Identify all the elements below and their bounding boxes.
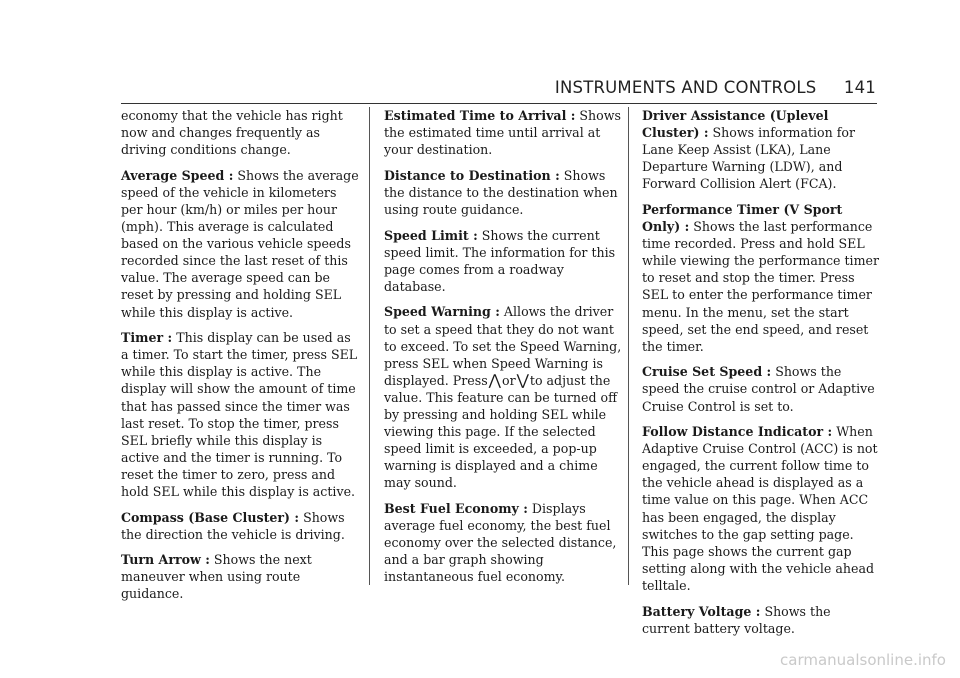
entry-desc: Shows the direction the vehicle is driving. xyxy=(121,509,345,542)
entry-term: Turn Arrow : xyxy=(121,552,210,568)
column-2 xyxy=(384,107,624,594)
intro-paragraph: economy that the vehicle has right now and changes frequently as driving conditions change. xyxy=(121,108,343,158)
column-divider-2 xyxy=(628,107,629,585)
entry-timer xyxy=(121,329,361,500)
entry-desc-or: or xyxy=(501,372,516,388)
entry-battery-voltage xyxy=(642,603,882,637)
entry-desc: Shows the speed the cruise control or Adaptive Cruise Control is set to. xyxy=(642,364,875,414)
entry-term: Driver Assistance (Uplevel Cluster) : xyxy=(642,108,829,141)
entry-desc-cont: to adjust the value. This feature can be turned off by pressing and holding SEL while viewing this page. If the selected speed limit is exceeded, a pop-up warning is displayed and a chime may sound. xyxy=(384,372,618,491)
page-number: 141 xyxy=(843,78,876,97)
entry-speed-limit xyxy=(384,227,624,295)
entry-term: Best Fuel Economy : xyxy=(384,500,528,516)
entry-desc: Displays average fuel economy, the best fuel economy over the selected distance, and a bar graph showing instantaneous fuel economy. xyxy=(384,500,617,585)
entry-term: Performance Timer (V Sport Only) : xyxy=(642,201,843,235)
entry-compass xyxy=(121,509,361,543)
entry-cruise-set-speed xyxy=(642,363,882,414)
entry-desc: Shows the current speed limit. The information for this page comes from a roadway database. xyxy=(384,227,616,294)
entry-desc: When Adaptive Cruise Control (ACC) is not engaged, the current follow time to the vehicle ahead is displayed as a time value on this page. When ACC has been engaged, the display switches to the gap setting page. This page shows the current gap setting along with the vehicle ahead telltale. xyxy=(642,424,878,593)
entry-turn-arrow xyxy=(121,551,361,602)
entry-term: Speed Limit : xyxy=(384,227,478,243)
entry-term: Speed Warning : xyxy=(384,304,500,320)
entry-term: Cruise Set Speed : xyxy=(642,364,772,380)
column-3 xyxy=(642,107,882,645)
column-divider-1 xyxy=(369,107,370,585)
section-title: INSTRUMENTS AND CONTROLS xyxy=(554,78,817,97)
entry-desc: Shows the next maneuver when using route guidance. xyxy=(121,552,312,602)
entry-distance-to-destination xyxy=(384,167,624,218)
entry-average-speed xyxy=(121,167,361,321)
entry-best-fuel-economy xyxy=(384,500,624,585)
entry-term: Timer : xyxy=(121,330,173,346)
entry-desc: Allows the driver to set a speed that they do not want to exceed. To set the Speed Warning, press SEL when Speed Warning is displayed. Press xyxy=(384,304,622,388)
chevron-up-icon: ⋀ xyxy=(488,370,501,389)
page-header xyxy=(0,78,876,97)
entry-desc: Shows information for Lane Keep Assist (LKA), Lane Departure Warning (LDW), and Forward Collision Alert (FCA). xyxy=(642,125,855,192)
watermark: carmanualsonline.info xyxy=(780,651,946,669)
entry-speed-warning xyxy=(384,303,624,491)
entry-desc: Shows the estimated time until arrival at your destination. xyxy=(384,108,621,158)
entry-term: Estimated Time to Arrival : xyxy=(384,108,576,123)
entry-desc: Shows the distance to the destination when using route guidance. xyxy=(384,167,618,217)
entry-term: Distance to Destination : xyxy=(384,167,560,183)
entry-desc: Shows the last performance time recorded. Press and hold SEL while viewing the performance timer to reset and stop the timer. Press SEL to enter the performance timer menu. In the menu, set the start speed, set the end speed, and reset the timer. xyxy=(642,219,879,354)
chevron-down-icon: ⋁ xyxy=(516,370,529,389)
entry-driver-assistance xyxy=(642,107,882,192)
entry-performance-timer xyxy=(642,201,882,355)
entry-desc: Shows the average speed of the vehicle in kilometers per hour (km/h) or miles per hour (mph). This average is calculated based on the various vehicle speeds recorded since the last reset of this value. The average speed can be reset by pressing and holding SEL while this display is active. xyxy=(121,167,359,320)
entry-eta xyxy=(384,107,624,158)
entry-follow-distance xyxy=(642,423,882,594)
entry-term: Compass (Base Cluster) : xyxy=(121,509,300,525)
entry-term: Battery Voltage : xyxy=(642,603,761,619)
entry-desc: This display can be used as a timer. To start the timer, press SEL while this display is active. The display will show the amount of time that has passed since the timer was last reset. To stop the timer, press SEL briefly while this display is active and the timer is running. To reset the timer to zero, press and hold SEL while this display is active. xyxy=(121,330,358,499)
column-1 xyxy=(121,107,361,611)
entry-term: Follow Distance Indicator : xyxy=(642,424,833,440)
header-rule xyxy=(121,103,877,104)
entry-term: Average Speed : xyxy=(121,167,234,183)
entry-desc: Shows the current battery voltage. xyxy=(642,603,831,636)
